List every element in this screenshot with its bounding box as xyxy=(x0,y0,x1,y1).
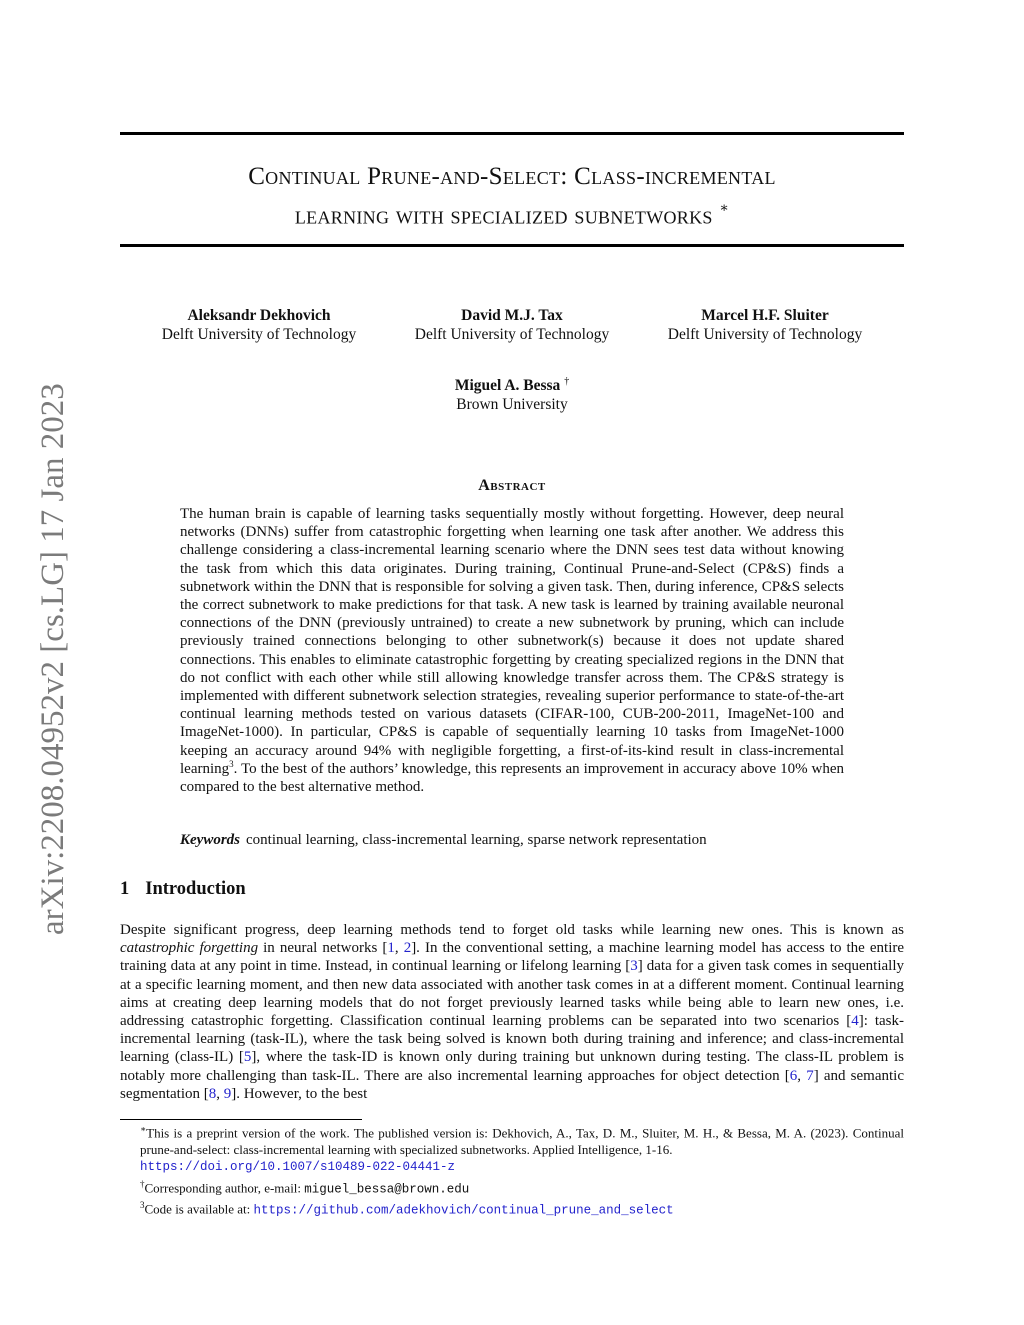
intro-text: ] data for a given task comes in sequentially at a specific learning moment, and then new data associated with another task comes in at a different moment. Continual learning aims at creating deep learning models that do not forget previously learned tasks while being able to learn new ones, i.e. addressing catastrophic forgetting. Classification continual learning problems can be separated into two scenarios [ xyxy=(120,958,904,1030)
footnote-text: Code is available at: xyxy=(144,1201,254,1217)
citation-link[interactable]: 7 xyxy=(806,1067,814,1084)
intro-text: ]: task-incremental learning (task-IL), where the task being solved is known both during training and inference; and class-incremental learning (class-IL) [ xyxy=(120,1013,904,1066)
paper-title xyxy=(120,160,904,233)
author-name: Marcel H.F. Sluiter xyxy=(701,307,829,324)
abstract-heading: Abstract xyxy=(478,477,546,494)
doi-link[interactable]: https://doi.org/10.1007/s10489-022-04441-z xyxy=(140,1160,456,1175)
title-line-1: Continual Prune-and-Select: Class-incremental xyxy=(248,163,776,190)
keywords-line xyxy=(180,831,844,849)
author-name: Aleksandr Dekhovich xyxy=(187,307,331,324)
keywords-label: Keywords xyxy=(180,832,240,848)
section-title: Introduction xyxy=(145,879,246,899)
author-block-2 xyxy=(398,306,626,344)
footnote-code xyxy=(120,1197,904,1219)
introduction-paragraph: Despite significant progress, deep learning methods tend to forget old tasks while learning new ones. This is known as catastrophic forgetting in neural networks [1, 2]. In the conventional setting, a machine learning model has access to the entire training data at any point in time. Instead, in continual learning or lifelong learning [3] data for a given task comes in sequentially at a specific learning moment, and then new data associated with another task comes in at a different moment. Continual learning aims at creating deep learning models that do not forget previously learned tasks while being able to learn new ones, i.e. addressing catastrophic forgetting. Classification continual learning problems can be separated into two scenarios [4]: task-incremental learning (task-IL), where the task being solved is known both during training and inference; and class-incremental learning (class-IL) [5], where the task-ID is known only during training but unknown during testing. The class-IL problem is notably more challenging than task-IL. There are also incremental learning approaches for object detection [6, 7] and semantic segmentation [8, 9]. However, to the best xyxy=(120,922,905,1102)
footnote-separator xyxy=(120,1119,362,1120)
keywords-text: continual learning, class-incremental learning, sparse network representation xyxy=(246,832,707,848)
footnote-preprint xyxy=(120,1121,904,1176)
title-bottom-rule xyxy=(120,244,904,247)
author-name-row xyxy=(398,372,626,395)
author-affiliation: Delft University of Technology xyxy=(667,326,863,343)
intro-text: Despite significant progress, deep learning methods tend to forget old tasks while learning new ones. This is known as xyxy=(120,922,904,938)
author-block-4 xyxy=(398,372,626,414)
citation-link[interactable]: 2 xyxy=(403,940,412,957)
citation-link[interactable]: 5 xyxy=(243,1049,252,1066)
section-number: 1 xyxy=(120,879,130,899)
author-affiliation: Delft University of Technology xyxy=(161,326,357,343)
citation-link[interactable]: 4 xyxy=(851,1013,859,1030)
intro-text: in neural networks [ xyxy=(258,940,388,957)
citation-link[interactable]: 8 xyxy=(208,1085,217,1102)
citation-link[interactable]: 6 xyxy=(789,1067,798,1084)
author-affiliation: Brown University xyxy=(456,396,568,414)
section-heading-introduction xyxy=(120,879,246,900)
title-line-2-text: learning with specialized subnetworks xyxy=(294,202,713,230)
abstract-body xyxy=(180,505,844,796)
intro-text: ], where the task-ID is known only during training but unknown during testing. The class-IL problem is notably more challenging than task-IL. There are also incremental learning approaches for object detection [ xyxy=(120,1049,904,1084)
abstract-text-end: . To the best of the authors’ knowledge, this represents an improvement in accuracy above 10% when compared to the best alternative method. xyxy=(180,760,844,796)
citation-link[interactable]: 3 xyxy=(630,958,638,975)
github-link[interactable]: https://github.com/adekhovich/continual_prune_and_select xyxy=(253,1203,674,1218)
intro-text: ] and semantic segmentation [ xyxy=(120,1067,904,1102)
citation-link[interactable]: 1 xyxy=(387,940,395,957)
email-address: miguel_bessa@brown.edu xyxy=(304,1181,470,1196)
footnote-marker: ∗ xyxy=(140,1124,147,1134)
citation-link[interactable]: 9 xyxy=(223,1085,232,1102)
intro-emphasis: catastrophic forgetting xyxy=(120,940,259,957)
abstract-text: The human brain is capable of learning tasks sequentially mostly without forgetting. However, deep neural networks (DNNs) suffer from catastrophic forgetting when learning one task after another. We address this challenge considering a class-incremental learning scenario where the DNN sees test data without knowing the task from which this data originates. During training, Continual Prune-and-Select (CP&S) finds a subnetwork within the DNN that is responsible for solving a given task. Then, during inference, CP&S selects the correct subnetwork to make predictions for that task. A new task is learned by training available neuronal connections of the DNN (previously untrained) to create a new subnetwork by pruning, which can include previously trained connections belonging to other subnetwork(s) because it does not update shared connections. This enables to eliminate catastrophic forgetting by creating specialized regions in the DNN that do not conflict with each other while still allowing knowledge transfer across them. The CP&S strategy is implemented with different subnetwork selection strategies, revealing superior performance to state-of-the-art continual learning methods tested on various datasets (CIFAR-100, CUB-200-2011, ImageNet-100 and ImageNet-1000). In particular, CP&S is capable of sequentially learning 10 tasks from ImageNet-1000 keeping an accuracy around 94% with negligible forgetting, a first-of-its-kind result in class-incremental learning xyxy=(180,506,844,777)
footnote-marker: † xyxy=(140,1178,145,1189)
footnotes xyxy=(120,1121,904,1219)
title-line-2 xyxy=(120,194,904,233)
author-block-1 xyxy=(145,306,373,344)
author-affiliation: Delft University of Technology xyxy=(414,326,610,343)
title-footnote-marker: ∗ xyxy=(719,201,730,216)
abstract-footnote-ref[interactable]: 3 xyxy=(229,758,234,769)
footnote-marker: 3 xyxy=(140,1200,145,1211)
intro-text: ]. In the conventional setting, a machine learning model has access to the entire training data at any point in time. Instead, in continual learning or lifelong learning [ xyxy=(120,940,905,975)
footnote-corresponding-author xyxy=(120,1176,904,1198)
intro-text: ]. However, to the best xyxy=(231,1085,368,1102)
arxiv-identifier-stamp: arXiv:2208.04952v2 [cs.LG] 17 Jan 2023 xyxy=(35,383,71,935)
footnote-text: Corresponding author, e-mail: xyxy=(144,1179,305,1195)
footnote-text: This is a preprint version of the work. The published version is: Dekhovich, A., Tax, D. M., Sluiter, M. H., & Bessa, M. A. (2023). Continual prune-and-select: class-incremental learning with specialized subnetworks. Applied Intelligence, 1-16. xyxy=(140,1125,904,1157)
author-name: Miguel A. Bessa xyxy=(454,377,561,395)
author-block-3 xyxy=(651,306,879,344)
author-footnote-marker: † xyxy=(564,376,570,387)
author-name: David M.J. Tax xyxy=(461,307,563,324)
title-top-rule xyxy=(120,132,904,135)
